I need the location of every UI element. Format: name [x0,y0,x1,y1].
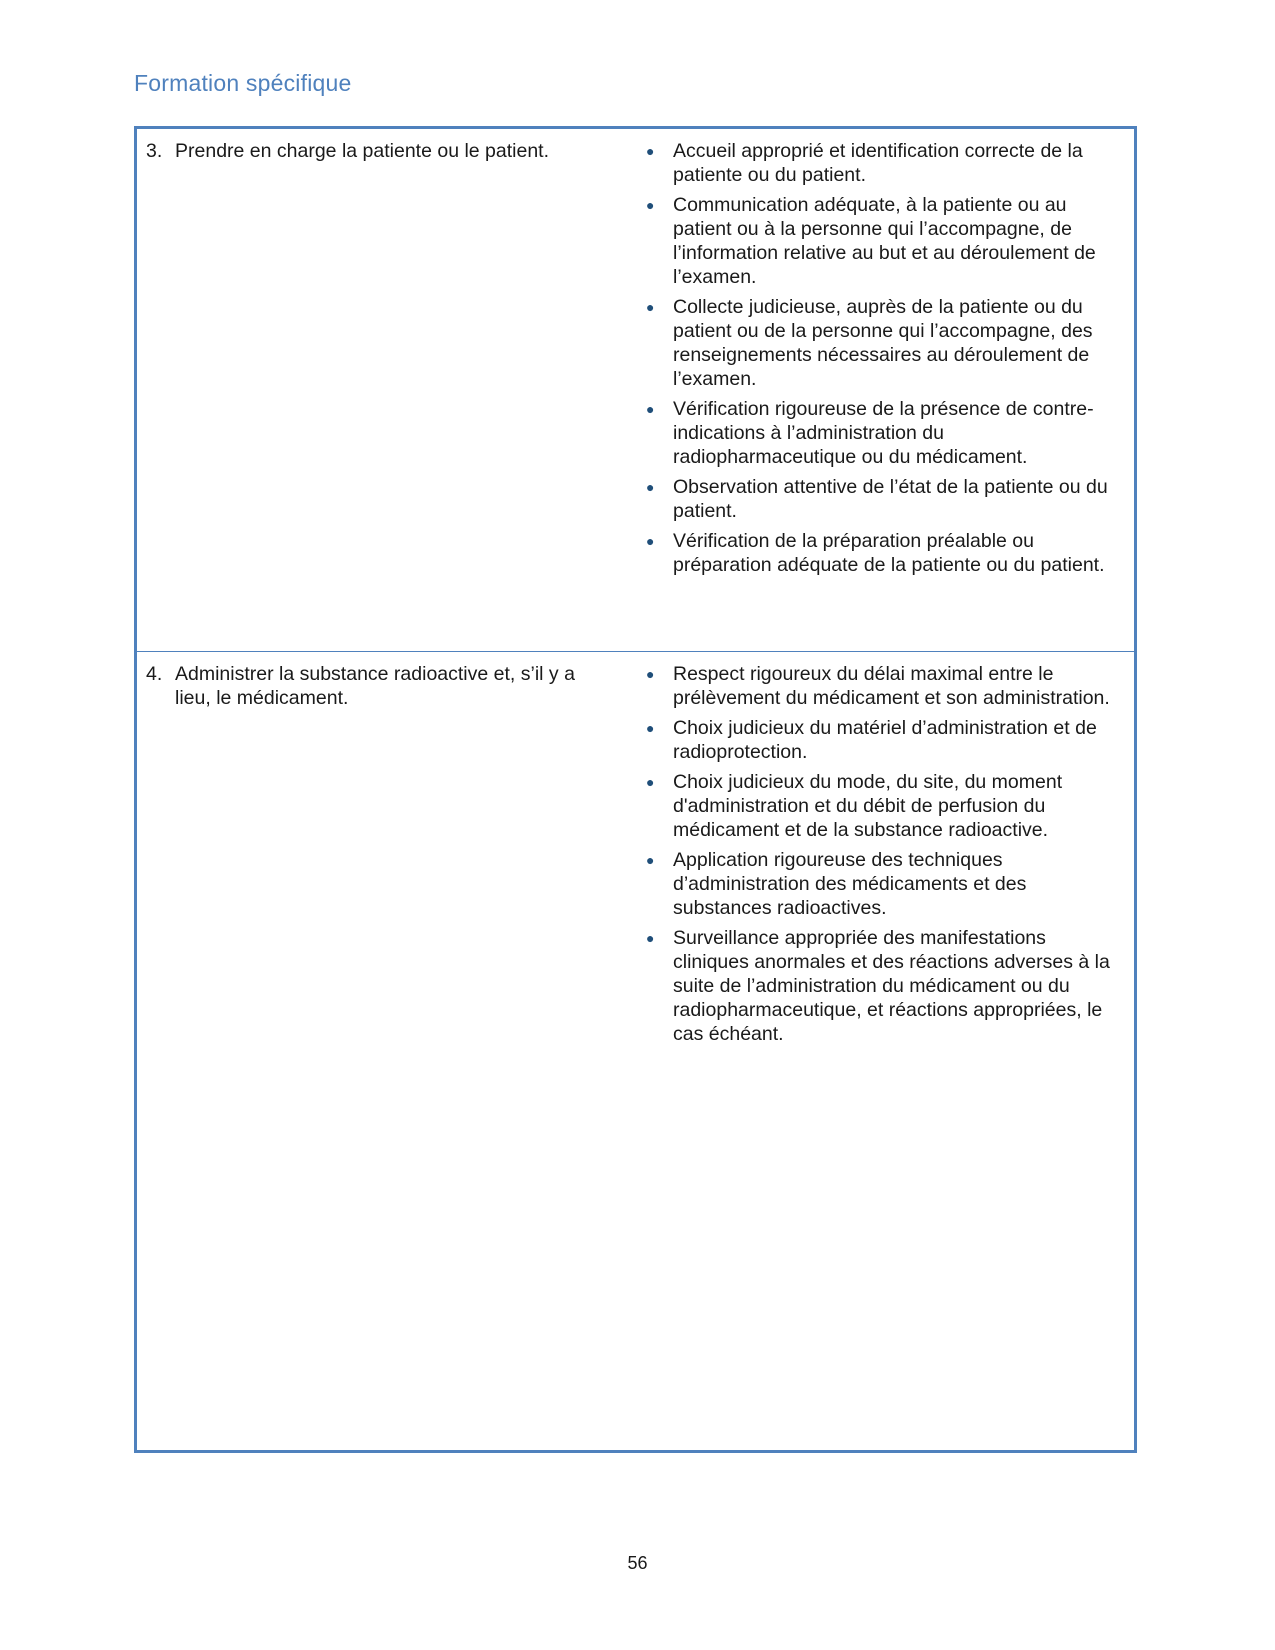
bullet-icon: ● [646,720,655,736]
bullet-icon: ● [646,299,655,315]
competency-number: 4. [146,663,163,685]
criterion-text: Vérification rigoureuse de la présence de contre-indications à l’administration du radiopharmaceutique ou du médicament. [673,398,1094,468]
competency-text: Administrer la substance radioactive et, s’il y a lieu, le médicament. [175,663,575,709]
list-item [642,397,1122,469]
criterion-text: Collecte judicieuse, auprès de la patiente ou du patient ou de la personne qui l’accompagne, des renseignements nécessaires au déroulement de l’examen. [673,296,1093,390]
bullet-icon: ● [646,852,655,868]
criterion-text: Vérification de la préparation préalable ou préparation adéquate de la patiente ou du patient. [673,530,1105,576]
list-item [642,848,1122,920]
table-row [137,129,1134,652]
criterion-text: Choix judicieux du matériel d’administration et de radioprotection. [673,717,1097,763]
criterion-text: Communication adéquate, à la patiente ou au patient ou à la personne qui l’accompagne, de l’information relative au but et au déroulement de l’examen. [673,194,1096,288]
bullet-icon: ● [646,197,655,213]
list-item [642,770,1122,842]
criterion-text: Respect rigoureux du délai maximal entre le prélèvement du médicament et son administration. [673,663,1110,709]
criterion-text: Observation attentive de l’état de la patiente ou du patient. [673,476,1108,522]
table-row [137,652,1134,1450]
list-item [642,926,1122,1046]
criterion-text: Accueil approprié et identification correcte de la patiente ou du patient. [673,140,1083,186]
criteria-list [642,139,1122,583]
competency-statement [146,139,616,163]
criteria-list [642,662,1122,1052]
bullet-icon: ● [646,666,655,682]
list-item [642,139,1122,187]
competency-table [134,126,1137,1453]
competency-text: Prendre en charge la patiente ou le patient. [175,140,550,162]
page-number: 56 [627,1553,648,1573]
bullet-icon: ● [646,401,655,417]
bullet-icon: ● [646,774,655,790]
criterion-text: Surveillance appropriée des manifestations cliniques anormales et des réactions adverses à la suite de l’administration du médicament ou du radiopharmaceutique, et réactions appropriées, le cas échéant. [673,927,1110,1045]
list-item [642,193,1122,289]
list-item [642,662,1122,710]
list-item [642,529,1122,577]
bullet-icon: ● [646,930,655,946]
competency-number: 3. [146,140,163,162]
list-item [642,295,1122,391]
bullet-icon: ● [646,479,655,495]
list-item [642,716,1122,764]
criterion-text: Application rigoureuse des techniques d’administration des médicaments et des substances radioactives. [673,849,1027,919]
competency-statement [146,662,616,710]
list-item [642,475,1122,523]
criterion-text: Choix judicieux du mode, du site, du moment d'administration et du débit de perfusion du médicament et de la substance radioactive. [673,771,1063,841]
section-title: Formation spécifique [134,70,352,96]
bullet-icon: ● [646,533,655,549]
bullet-icon: ● [646,143,655,159]
